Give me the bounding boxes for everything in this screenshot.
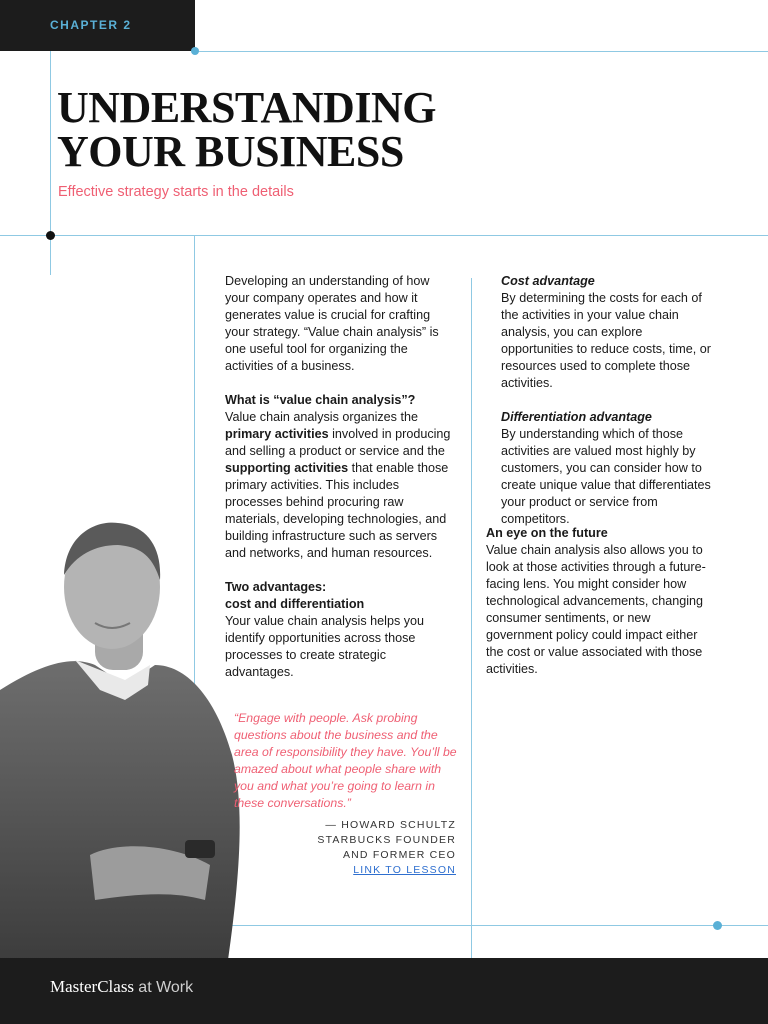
bold-supporting-activities: supporting activities xyxy=(225,461,349,475)
page-subtitle: Effective strategy starts in the details xyxy=(58,184,294,200)
title-line-1: UNDERSTANDING xyxy=(57,83,436,132)
chapter-label: CHAPTER 2 xyxy=(50,18,132,32)
brand-subtitle: at Work xyxy=(138,979,194,996)
attribution-title: STARBUCKS FOUNDER xyxy=(317,834,456,846)
guide-line-mid xyxy=(0,235,768,236)
cost-paragraph: By determining the costs for each of the activities in your value chain analysis, you can explore opportunities to reduce costs, time, or resources used to complete those activities. xyxy=(501,291,711,390)
text-run: Value chain analysis organizes the xyxy=(225,410,418,424)
guide-line-left xyxy=(50,51,51,275)
heading-line: Two advantages: xyxy=(225,580,327,594)
heading-two-advantages xyxy=(225,579,455,613)
text-run: that enable those primary activities. This includes processes behind procuring raw materials, developing technologies, and building infrastructure such as servers and networks, and human resources. xyxy=(225,461,449,560)
lesson-link[interactable]: LINK TO LESSON xyxy=(353,864,456,876)
quote-attribution xyxy=(317,818,456,878)
guide-dot-top xyxy=(191,47,199,55)
heading-cost-advantage: Cost advantage xyxy=(501,274,595,288)
footer-band xyxy=(0,958,768,1024)
future-paragraph: Value chain analysis also allows you to look at those activities through a future-facing lens. You might consider how technological advancements, changing consumer sentiments, or new government policy could impact either the cost or value associated with those activities. xyxy=(486,543,706,676)
intro-paragraph: Developing an understanding of how your company operates and how it generates value is crucial for crafting your strategy. “Value chain analysis” is one useful tool for organizing the activities of a business. xyxy=(225,274,439,373)
attribution-name: — HOWARD SCHULTZ xyxy=(325,819,456,831)
chapter-tab xyxy=(0,0,195,51)
guide-dot-bottom xyxy=(713,921,722,930)
text-column-left xyxy=(225,273,455,698)
text-column-right xyxy=(501,273,716,545)
value-chain-paragraph xyxy=(225,409,455,562)
heading-future: An eye on the future xyxy=(486,526,608,540)
pull-quote: “Engage with people. Ask probing questions about the business and the area of responsibility they have. You’ll be amazed about what people share with you and what you’re going to learn in these conversations.” xyxy=(234,711,457,810)
brand-logo xyxy=(50,977,193,997)
heading-line: cost and differentiation xyxy=(225,597,365,611)
brand-name: MasterClass xyxy=(50,977,135,996)
advantages-paragraph: Your value chain analysis helps you identify opportunities across those processes to create strategic advantages. xyxy=(225,614,425,679)
text-column-future xyxy=(486,525,716,695)
guide-line-top xyxy=(195,51,768,52)
heading-differentiation-advantage: Differentiation advantage xyxy=(501,410,652,424)
guide-line-col-mid xyxy=(471,278,472,958)
page-title xyxy=(57,83,436,176)
heading-value-chain: What is “value chain analysis”? xyxy=(225,393,416,407)
text-run: involved in producing and selling a product or service and the xyxy=(225,427,451,458)
guide-dot-left xyxy=(46,231,55,240)
portrait-photo xyxy=(0,515,250,960)
attribution-title-2: AND FORMER CEO xyxy=(342,849,456,861)
bold-primary-activities: primary activities xyxy=(225,427,329,441)
title-line-2: YOUR BUSINESS xyxy=(57,127,404,176)
differentiation-paragraph: By understanding which of those activities are valued most highly by customers, you can consider how to create unique value that differentiates your product or service from competitors. xyxy=(501,427,711,526)
